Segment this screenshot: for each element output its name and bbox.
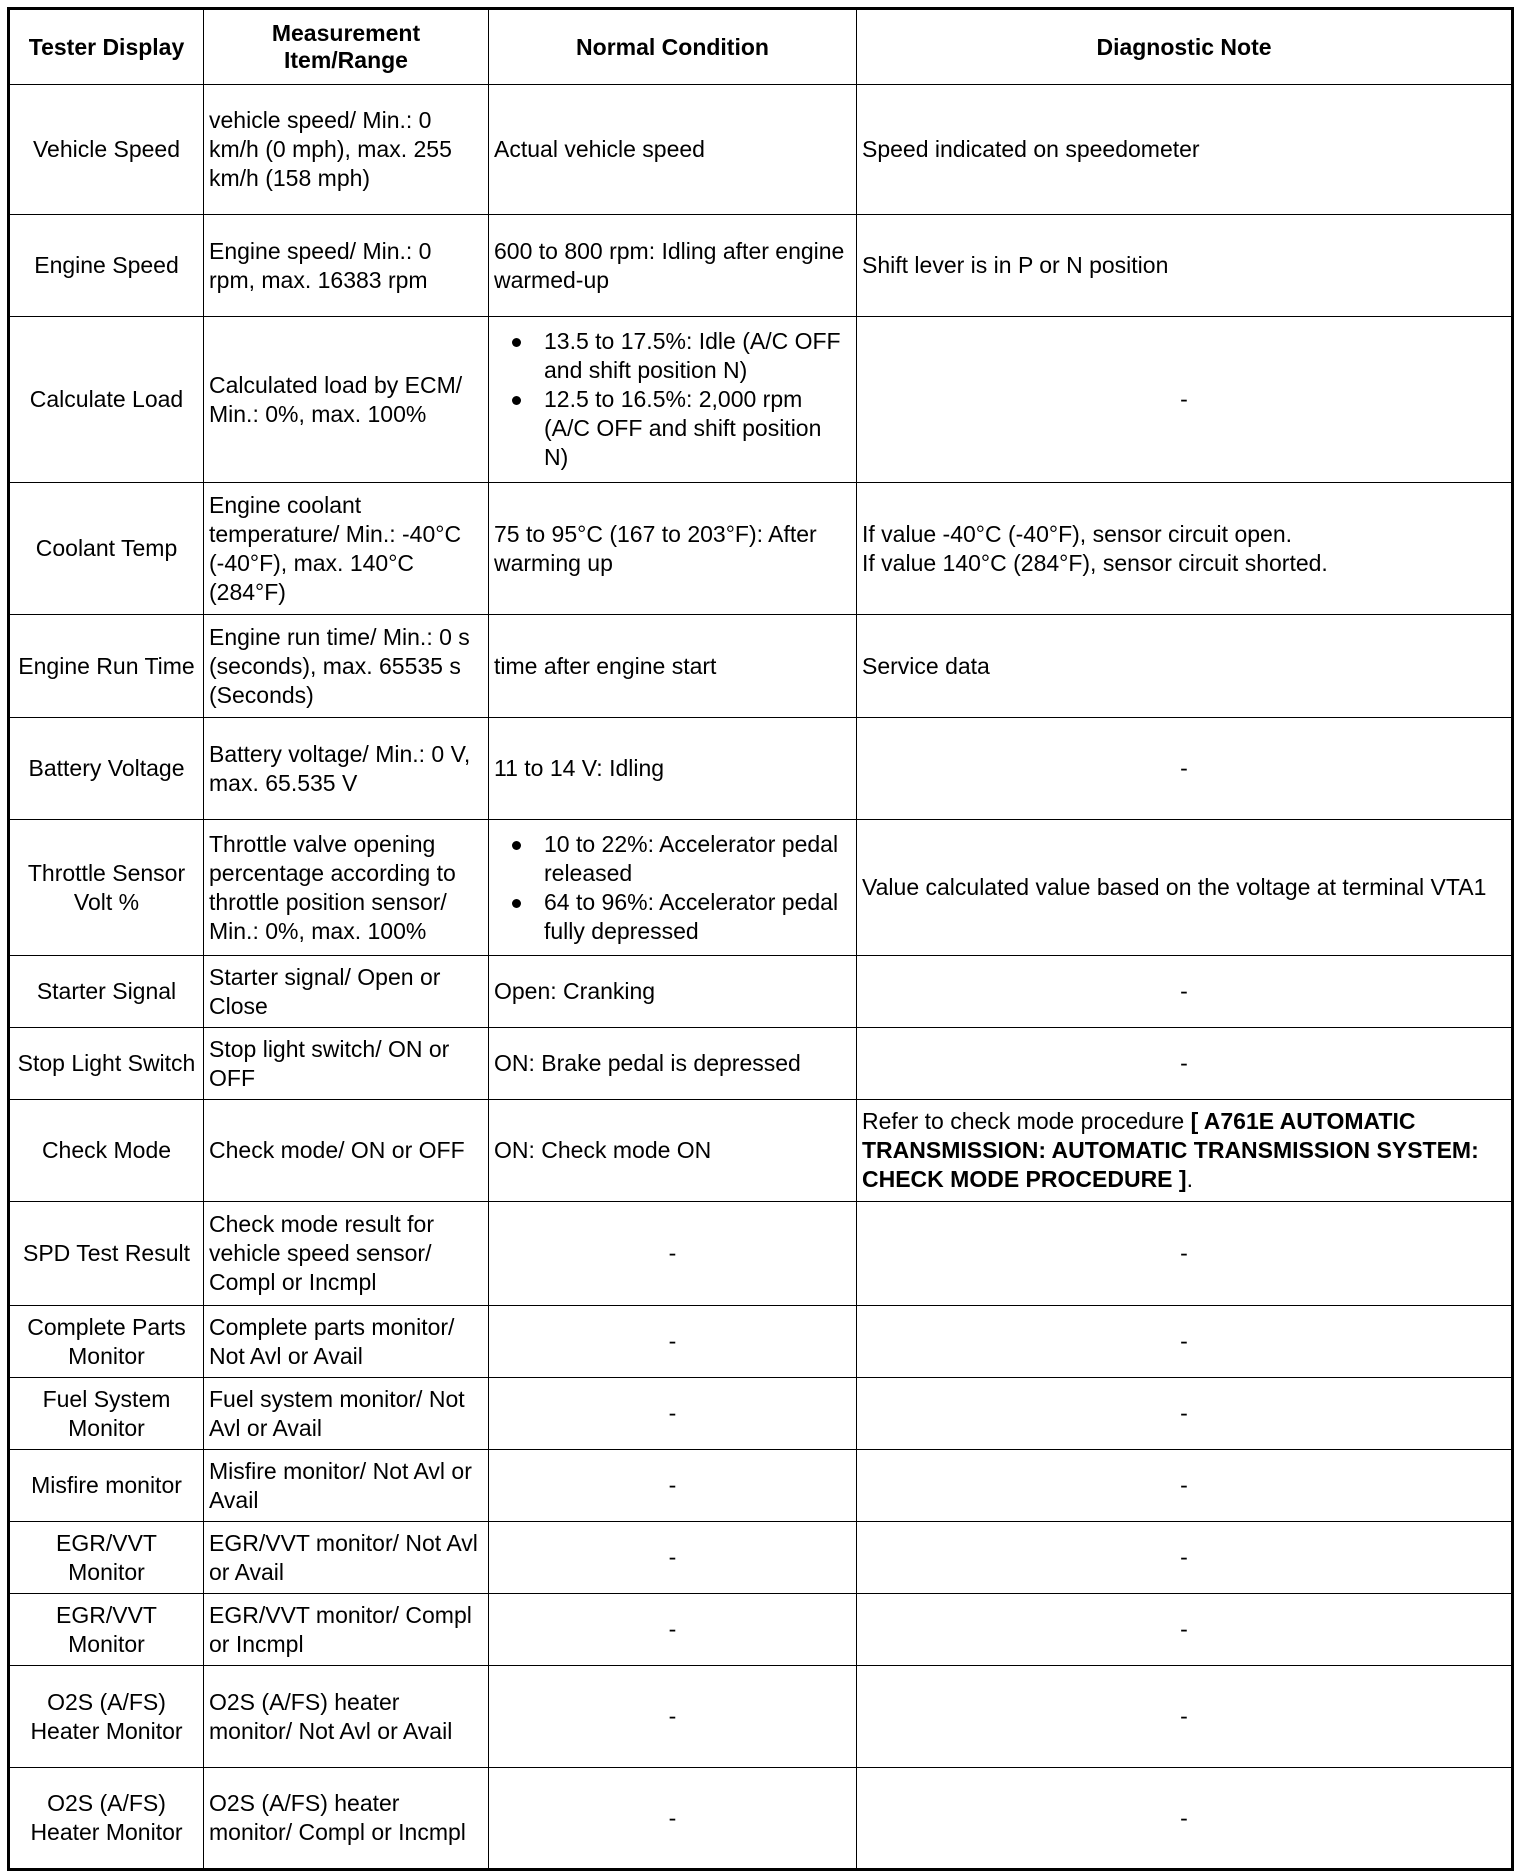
table-body [9, 85, 1513, 1870]
measurement-item-cell: vehicle speed/ Min.: 0 km/h (0 mph), max. 255 km/h (158 mph) [204, 85, 489, 215]
diagnostic-note-cell: - [857, 1306, 1513, 1378]
diagnostic-note-cell: Value calculated value based on the voltage at terminal VTA1 [857, 820, 1513, 956]
tester-display-cell: Calculate Load [9, 317, 204, 483]
list-item: 10 to 22%: Accelerator pedal released [544, 830, 851, 888]
table-row [9, 85, 1513, 215]
measurement-item-cell: Misfire monitor/ Not Avl or Avail [204, 1450, 489, 1522]
table-row [9, 1202, 1513, 1306]
normal-condition-cell: 75 to 95°C (167 to 203°F): After warming up [489, 483, 857, 615]
measurement-item-cell: Check mode result for vehicle speed sensor/ Compl or Incmpl [204, 1202, 489, 1306]
table-row [9, 1306, 1513, 1378]
normal-condition-cell: - [489, 1202, 857, 1306]
diagnostic-note-cell: - [857, 1028, 1513, 1100]
normal-condition-cell: 11 to 14 V: Idling [489, 718, 857, 820]
diagnostic-note-cell: Shift lever is in P or N position [857, 215, 1513, 317]
table-row [9, 1522, 1513, 1594]
diagnostic-note-cell: - [857, 1378, 1513, 1450]
diagnostic-note-cell: - [857, 1202, 1513, 1306]
tester-display-cell: Check Mode [9, 1100, 204, 1202]
tester-display-cell: Engine Run Time [9, 615, 204, 718]
tester-display-cell: O2S (A/FS) Heater Monitor [9, 1768, 204, 1870]
table-row [9, 615, 1513, 718]
list-item: 13.5 to 17.5%: Idle (A/C OFF and shift position N) [544, 327, 851, 385]
normal-condition-cell: - [489, 1378, 857, 1450]
measurement-item-cell: Check mode/ ON or OFF [204, 1100, 489, 1202]
normal-condition-cell: ON: Check mode ON [489, 1100, 857, 1202]
tester-display-cell: Throttle Sensor Volt % [9, 820, 204, 956]
tester-display-cell: Complete Parts Monitor [9, 1306, 204, 1378]
measurement-item-cell: Fuel system monitor/ Not Avl or Avail [204, 1378, 489, 1450]
diagnostic-note-cell: - [857, 1594, 1513, 1666]
tester-display-cell: EGR/VVT Monitor [9, 1522, 204, 1594]
normal-condition-cell: 600 to 800 rpm: Idling after engine warmed-up [489, 215, 857, 317]
measurement-item-cell: Throttle valve opening percentage according to throttle position sensor/ Min.: 0%, max. 100% [204, 820, 489, 956]
normal-condition-cell: ON: Brake pedal is depressed [489, 1028, 857, 1100]
diagnostic-note-cell [857, 1100, 1513, 1202]
normal-condition-cell: time after engine start [489, 615, 857, 718]
table-row [9, 215, 1513, 317]
diagnostic-note-cell: - [857, 1768, 1513, 1870]
note-text: Refer to check mode procedure [862, 1108, 1191, 1134]
diagnostic-note-cell: - [857, 1666, 1513, 1768]
table-row [9, 1594, 1513, 1666]
table-row [9, 820, 1513, 956]
diagnostic-note-cell [857, 483, 1513, 615]
tester-display-cell: Vehicle Speed [9, 85, 204, 215]
table-row [9, 317, 1513, 483]
header-tester-display: Tester Display [9, 9, 204, 85]
diagnostic-note-cell: - [857, 718, 1513, 820]
table-row [9, 1666, 1513, 1768]
diagnostic-note-cell: - [857, 956, 1513, 1028]
normal-condition-cell: - [489, 1450, 857, 1522]
normal-condition-cell [489, 820, 857, 956]
diagnostic-data-table [7, 7, 1514, 1871]
tester-display-cell: EGR/VVT Monitor [9, 1594, 204, 1666]
measurement-item-cell: Engine coolant temperature/ Min.: -40°C (-40°F), max. 140°C (284°F) [204, 483, 489, 615]
condition-list [494, 327, 851, 472]
diagnostic-note-cell: - [857, 1522, 1513, 1594]
normal-condition-cell: - [489, 1768, 857, 1870]
tester-display-cell: Fuel System Monitor [9, 1378, 204, 1450]
list-item: 12.5 to 16.5%: 2,000 rpm (A/C OFF and shift position N) [544, 385, 851, 472]
table-row [9, 1028, 1513, 1100]
table-row [9, 1378, 1513, 1450]
table-row [9, 956, 1513, 1028]
header-measurement-item: Measurement Item/Range [204, 9, 489, 85]
tester-display-cell: Stop Light Switch [9, 1028, 204, 1100]
tester-display-cell: Misfire monitor [9, 1450, 204, 1522]
note-line: If value 140°C (284°F), sensor circuit shorted. [862, 549, 1328, 576]
tester-display-cell: Starter Signal [9, 956, 204, 1028]
diagnostic-note-cell: - [857, 1450, 1513, 1522]
tester-display-cell: Coolant Temp [9, 483, 204, 615]
measurement-item-cell: O2S (A/FS) heater monitor/ Not Avl or Avail [204, 1666, 489, 1768]
list-item: 64 to 96%: Accelerator pedal fully depressed [544, 888, 851, 946]
measurement-item-cell: Complete parts monitor/ Not Avl or Avail [204, 1306, 489, 1378]
table-row [9, 1768, 1513, 1870]
tester-display-cell: Battery Voltage [9, 718, 204, 820]
header-normal-condition: Normal Condition [489, 9, 857, 85]
normal-condition-cell [489, 317, 857, 483]
measurement-item-cell: Engine run time/ Min.: 0 s (seconds), max. 65535 s (Seconds) [204, 615, 489, 718]
table-row [9, 718, 1513, 820]
measurement-item-cell: Starter signal/ Open or Close [204, 956, 489, 1028]
normal-condition-cell: Actual vehicle speed [489, 85, 857, 215]
normal-condition-cell: - [489, 1594, 857, 1666]
diagnostic-note-cell: - [857, 317, 1513, 483]
procedure-reference-link[interactable]: [ A761E AUTOMATIC TRANSMISSION: AUTOMATIC TRANSMISSION SYSTEM: CHECK MODE PROCEDURE ] [862, 1108, 1479, 1192]
diagnostic-note-cell: Speed indicated on speedometer [857, 85, 1513, 215]
measurement-item-cell: Engine speed/ Min.: 0 rpm, max. 16383 rpm [204, 215, 489, 317]
table-row [9, 483, 1513, 615]
measurement-item-cell: Calculated load by ECM/ Min.: 0%, max. 100% [204, 317, 489, 483]
header-row [9, 9, 1513, 85]
header-diagnostic-note: Diagnostic Note [857, 9, 1513, 85]
measurement-item-cell: Stop light switch/ ON or OFF [204, 1028, 489, 1100]
table-row [9, 1100, 1513, 1202]
normal-condition-cell: - [489, 1522, 857, 1594]
normal-condition-cell: - [489, 1306, 857, 1378]
tester-display-cell: SPD Test Result [9, 1202, 204, 1306]
measurement-item-cell: Battery voltage/ Min.: 0 V, max. 65.535 V [204, 718, 489, 820]
condition-list [494, 830, 851, 946]
note-suffix: . [1186, 1166, 1193, 1192]
normal-condition-cell: Open: Cranking [489, 956, 857, 1028]
measurement-item-cell: EGR/VVT monitor/ Not Avl or Avail [204, 1522, 489, 1594]
table-row [9, 1450, 1513, 1522]
note-line: If value -40°C (-40°F), sensor circuit open. [862, 520, 1293, 547]
normal-condition-cell: - [489, 1666, 857, 1768]
tester-display-cell: O2S (A/FS) Heater Monitor [9, 1666, 204, 1768]
tester-display-cell: Engine Speed [9, 215, 204, 317]
diagnostic-note-cell: Service data [857, 615, 1513, 718]
measurement-item-cell: EGR/VVT monitor/ Compl or Incmpl [204, 1594, 489, 1666]
measurement-item-cell: O2S (A/FS) heater monitor/ Compl or Incmpl [204, 1768, 489, 1870]
